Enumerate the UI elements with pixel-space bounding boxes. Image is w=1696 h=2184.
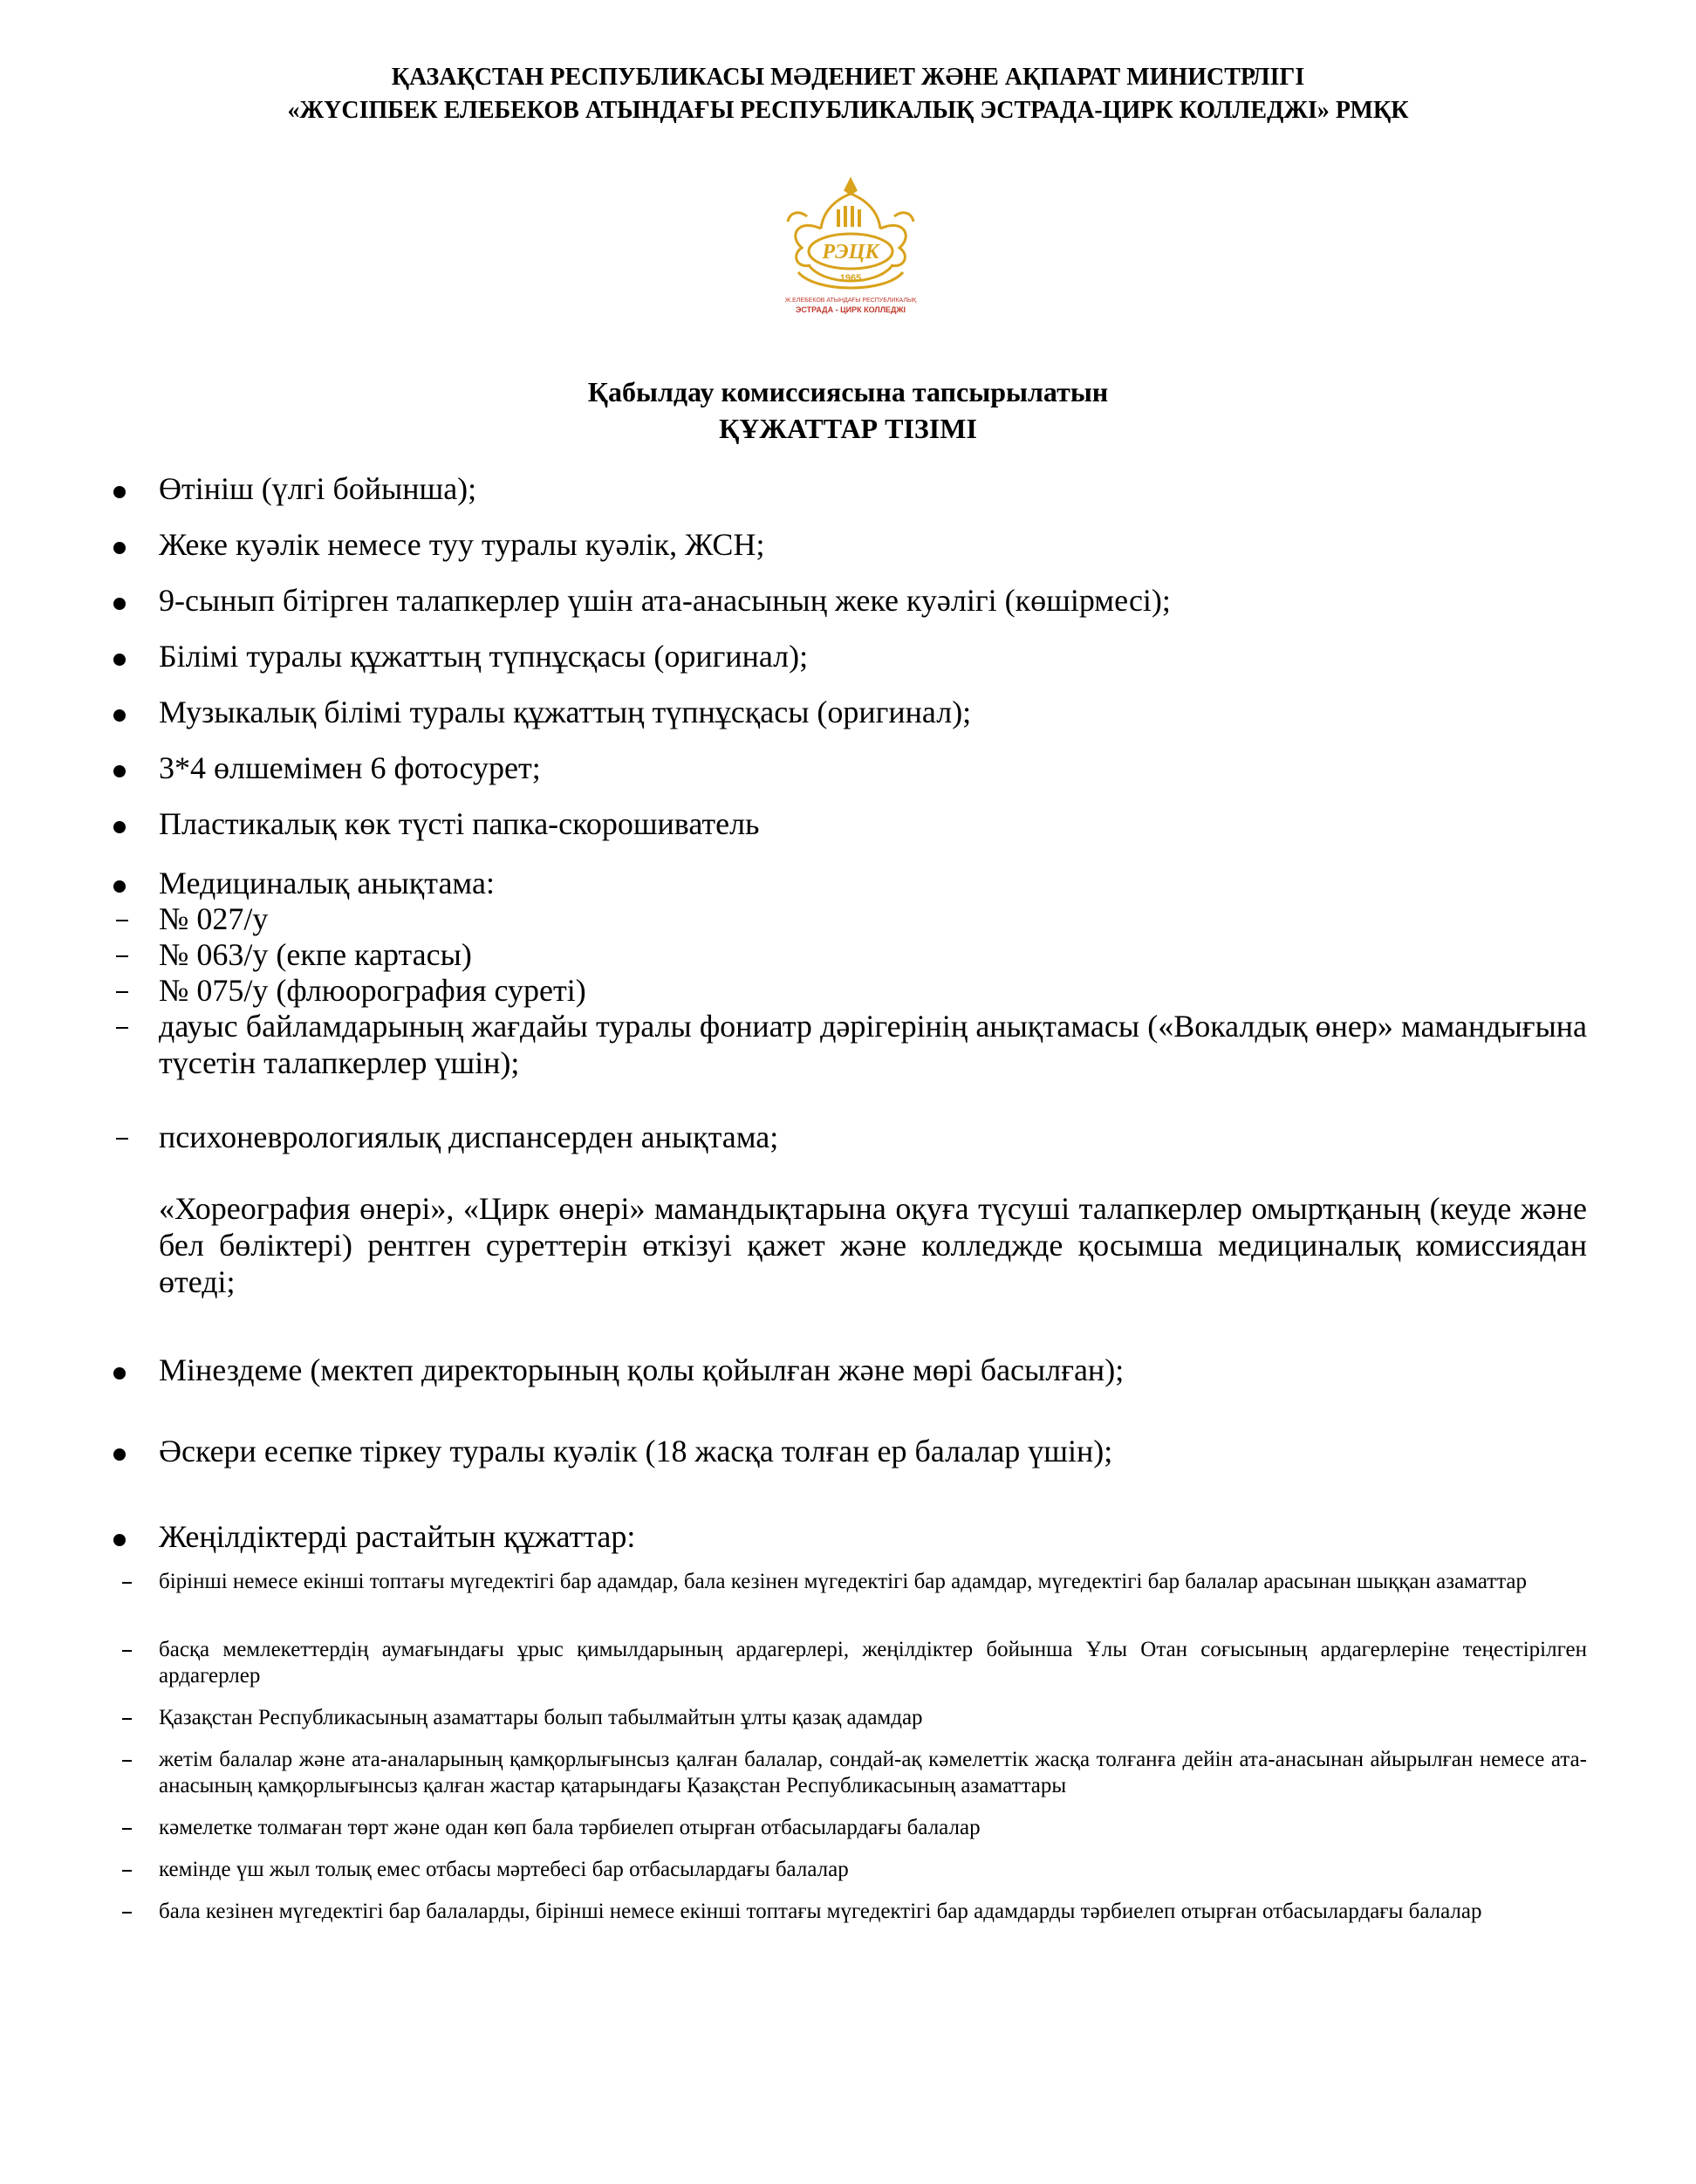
dash-icon: [122, 1760, 132, 1762]
bullet-icon: [113, 654, 126, 666]
dash-icon: [122, 1650, 132, 1652]
benefit-item: жетім балалар және ата-аналарының қамқорлығынсыз қалған балалар, сондай-ақ кәмелеттік жасқа толғанға дейін ата-анасынан айырылған немесе ата-анасының қамқорлығынсыз қалған жастар қатарындағы Қазақстан Республикасының азаматтары: [159, 1748, 1587, 1797]
dash-icon: [116, 1027, 128, 1029]
dash-icon: [122, 1912, 132, 1914]
college-logo: [772, 175, 929, 318]
bullet-icon: [113, 880, 126, 893]
bullet-icon: [113, 1534, 126, 1546]
logo-caption-1: Ж.ЕЛЕБЕКОВ АТЫНДАҒЫ РЕСПУБЛИКАЛЫҚ: [784, 298, 917, 304]
bullet-icon: [113, 821, 126, 833]
list-item: Әскери есепке тіркеу туралы куәлік (18 жасқа толған ер балалар үшін);: [159, 1434, 1113, 1469]
list-item: 3*4 өлшемімен 6 фотосурет;: [159, 750, 541, 785]
bullet-icon: [113, 542, 126, 554]
medical-item: психоневрологиялық диспансерден анықтама;: [159, 1119, 779, 1154]
bullet-icon: [113, 1448, 126, 1461]
benefit-item: Қазақстан Республикасының азаматтары болып табылмайтын ұлты қазақ адамдар: [159, 1706, 923, 1729]
list-item: Медициналық анықтама:: [159, 866, 495, 900]
list-item: Өтініш (үлгі бойынша);: [159, 471, 477, 506]
title-line-1: Қабылдау комиссиясына тапсырылатын: [587, 376, 1109, 407]
dash-icon: [122, 1828, 132, 1830]
medical-item: № 075/у (флюорография суреті): [159, 973, 586, 1008]
dash-icon: [116, 955, 128, 957]
list-item: Мінездеме (мектеп директорының қолы қойылған және мөрі басылған);: [159, 1352, 1125, 1387]
list-item: Білімі туралы құжаттың түпнұсқасы (оригинал);: [159, 639, 809, 674]
logo-caption-2: ЭСТРАДА - ЦИРК КОЛЛЕДЖІ: [795, 305, 906, 314]
dash-icon: [122, 1718, 132, 1720]
bullet-icon: [113, 486, 126, 498]
benefit-item: кемінде үш жыл толық емес отбасы мәртебесі бар отбасылардағы балалар: [159, 1858, 849, 1881]
list-item: Музыкалық білімі туралы құжаттың түпнұсқасы (оригинал);: [159, 695, 972, 729]
ministry-line: ҚАЗАҚСТАН РЕСПУБЛИКАСЫ МӘДЕНИЕТ ЖӘНЕ АҚПАРАТ МИНИСТРЛІГІ: [391, 64, 1305, 91]
medical-item: № 027/у: [159, 901, 269, 936]
document-title: [0, 373, 1696, 447]
logo-monogram: РЭЦК: [822, 241, 879, 264]
benefit-item: бірінші немесе екінші топтағы мүгедектігі бар адамдар, бала кезінен мүгедектігі бар адамдар, мүгедектігі бар балалар арасынан шыққан азаматтар: [159, 1570, 1528, 1593]
benefit-item: кәмелетке толмаған төрт және одан көп бала тәрбиелеп отырған отбасылардағы балалар: [159, 1816, 981, 1839]
benefit-item: бала кезінен мүгедектігі бар балаларды, бірінші немесе екінші топтағы мүгедектігі бар адамдарды тәрбиелеп отырған отбасылардағы балалар: [159, 1900, 1482, 1923]
benefit-item: басқа мемлекеттердің аумағындағы ұрыс қимылдарының ардагерлері, жеңілдіктер бойынша Ұлы Отан соғысының ардагерлеріне теңестірілген ардагерлер: [159, 1638, 1587, 1688]
title-line-2: ҚҰЖАТТАР ТІЗІМІ: [719, 413, 977, 444]
list-item: Жеке куәлік немесе туу туралы куәлік, ЖСН;: [159, 527, 765, 562]
bullet-icon: [113, 709, 126, 722]
bullet-icon: [113, 1367, 126, 1380]
dash-icon: [122, 1870, 132, 1872]
logo-year: 1965: [839, 273, 862, 284]
document-header: [0, 61, 1696, 127]
college-line: «ЖҮСІПБЕК ЕЛЕБЕКОВ АТЫНДАҒЫ РЕСПУБЛИКАЛЫҚ ЭСТРАДА-ЦИРК КОЛЛЕДЖІ» РМҚК: [287, 97, 1409, 124]
list-item: Пластикалық көк түсті папка-скорошиватель: [159, 806, 760, 841]
medical-item: № 063/у (екпе картасы): [159, 937, 472, 972]
dash-icon: [116, 920, 128, 921]
list-item: Жеңілдіктерді растайтын құжаттар:: [159, 1519, 636, 1554]
bullet-icon: [113, 598, 126, 610]
dash-icon: [116, 1138, 128, 1140]
dash-icon: [116, 991, 128, 993]
medical-note: «Хореография өнері», «Цирк өнері» мамандықтарына оқуға түсуші талапкерлер омыртқаның (кеуде және бел бөліктері) рентген суреттерін өткізуі қажет және колледжде қосымша медициналық комиссиядан өтеді;: [159, 1191, 1587, 1299]
bullet-icon: [113, 765, 126, 777]
dash-icon: [122, 1582, 132, 1584]
medical-item: дауыс байламдарының жағдайы туралы фониатр дәрігерінің анықтамасы («Вокалдық өнер» мамандығына түсетін талапкерлер үшін);: [159, 1009, 1587, 1080]
list-item: 9-сынып бітірген талапкерлер үшін ата-анасының жеке куәлігі (көшірмесі);: [159, 583, 1171, 618]
